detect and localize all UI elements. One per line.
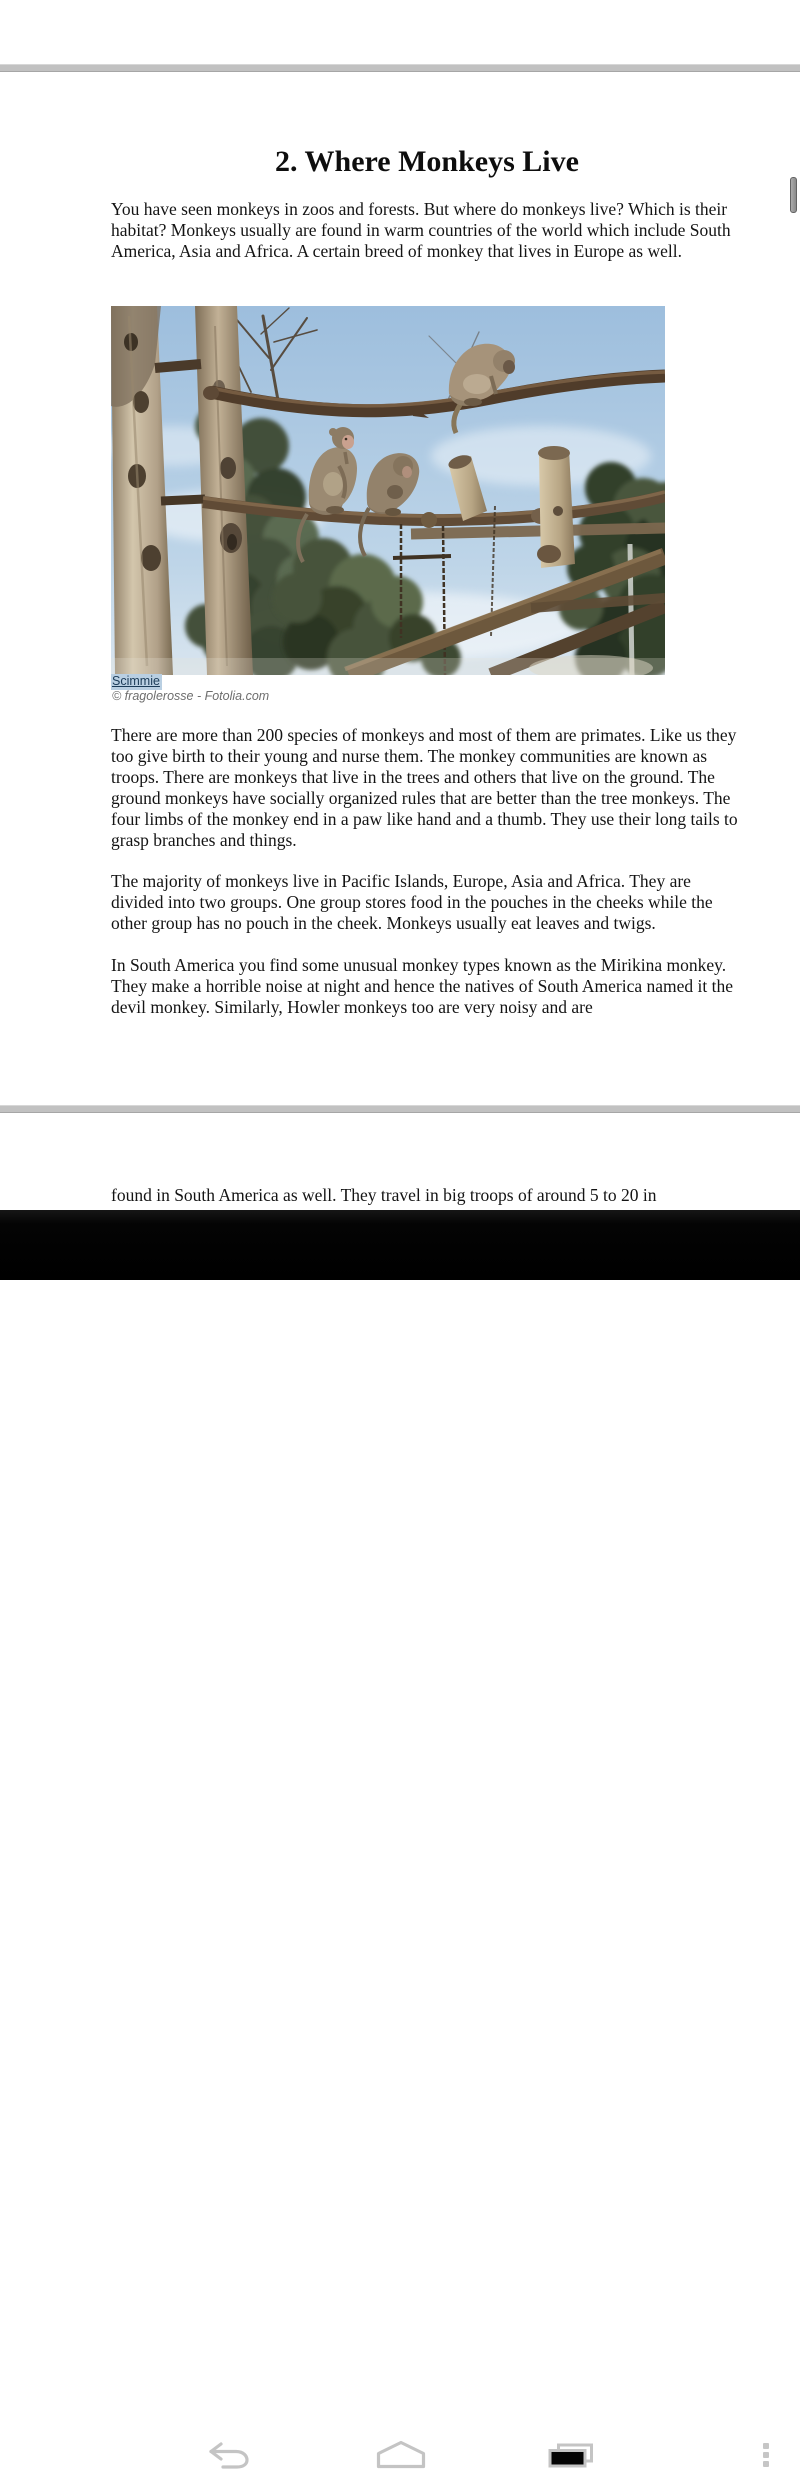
paragraph-2: There are more than 200 species of monkeys and most of them are primates. Like us they too give birth to their young and nurse them. The monkey communities are known as troops. There are monkeys that live in the trees and others that live on the ground. The ground monkeys have socially organized rules that are better than the tree monkeys. The four limbs of the monkey end in a paw like hand and a thumb. They use their long tails to grasp branches and things. (111, 725, 738, 850)
chapter-title: 2. Where Monkeys Live (275, 145, 579, 178)
recent-apps-button[interactable] (543, 2437, 599, 2473)
paragraph-1: You have seen monkeys in zoos and forests. But where do monkeys live? Which is their habitat? Monkeys usually are found in warm countries of the world which include South America, Asia and Africa. A certain breed of monkey that lives in Europe as well. (111, 199, 731, 261)
scrollbar-thumb[interactable] (790, 177, 797, 213)
page-divider-bottom (0, 1105, 800, 1113)
recent-apps-icon (548, 2443, 594, 2468)
overflow-menu-icon (763, 2443, 769, 2449)
back-icon (208, 2442, 250, 2469)
previous-page-area (0, 0, 800, 64)
paragraph-3: The majority of monkeys live in Pacific Islands, Europe, Asia and Africa. They are divided into two groups. One group stores food in the pouches in the cheeks while the other group has no pouch in the cheek. Monkeys usually eat leaves and twigs. (111, 871, 713, 933)
next-page-text: found in South America as well. They travel in big troops of around 5 to 20 in (111, 1185, 657, 1205)
home-icon (375, 2440, 427, 2469)
page-divider-top (0, 64, 800, 72)
back-button[interactable] (198, 2436, 260, 2474)
monkeys-photo-illustration (111, 306, 665, 675)
android-navigation-bar (0, 1210, 800, 1280)
book-page[interactable] (0, 72, 800, 1105)
home-button[interactable] (368, 2434, 434, 2474)
overflow-menu-button[interactable] (752, 2436, 780, 2474)
article-photo (111, 306, 665, 675)
image-caption-link[interactable]: Scimmie (112, 674, 160, 688)
image-credit: © fragolerosse - Fotolia.com (112, 689, 270, 703)
paragraph-4: In South America you find some unusual monkey types known as the Mirikina monkey. They make a horrible noise at night and hence the natives of South America named it the devil monkey. Similarly, Howler monkeys too are very noisy and are (111, 955, 734, 1017)
